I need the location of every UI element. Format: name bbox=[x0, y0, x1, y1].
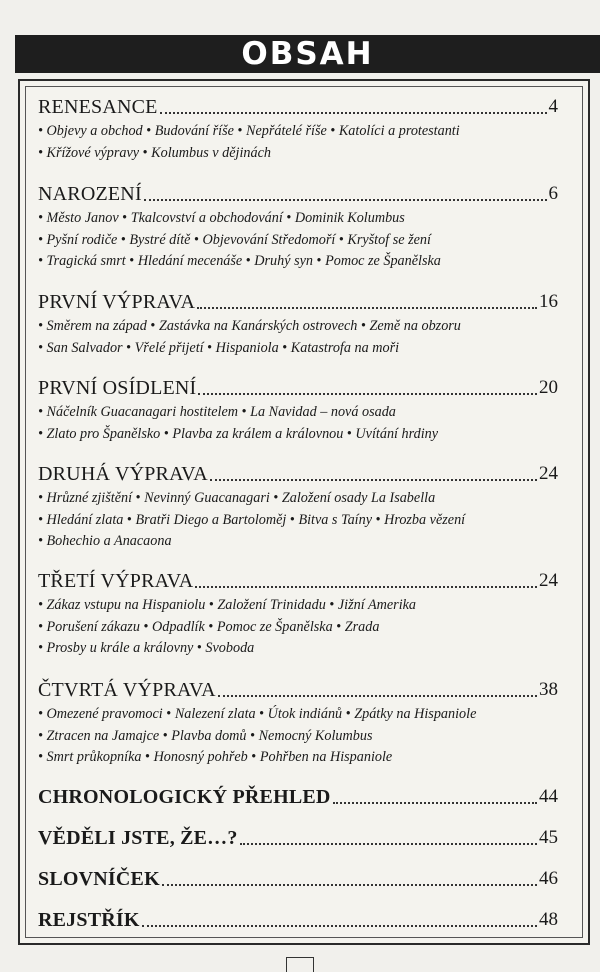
leader-dots bbox=[197, 306, 537, 309]
subtopic-line: • Hrůzné zjištění• Nevinný Guacanagari• Založení osady La Isabella bbox=[38, 488, 558, 510]
subtopic-line: • Omezené pravomoci• Nalezení zlata• Útok indiánů• Zpátky na Hispaniole bbox=[38, 704, 558, 726]
subtopic-line: • Objevy a obchod• Budování říše• Nepřátelé říše• Katolíci a protestanti bbox=[38, 121, 558, 143]
section-heading[interactable]: RENESANCE bbox=[38, 96, 158, 118]
toc-section-treti-vyprava[interactable] bbox=[38, 567, 558, 660]
section-heading[interactable]: TŘETÍ VÝPRAVA bbox=[38, 570, 194, 592]
entry-heading[interactable]: VĚDĚLI JSTE, ŽE…? bbox=[38, 827, 238, 849]
section-page: 16 bbox=[539, 291, 558, 312]
entry-heading[interactable]: CHRONOLOGICKÝ PŘEHLED bbox=[38, 786, 331, 808]
subtopic-line: • Tragická smrt• Hledání mecenáše• Druhý syn• Pomoc ze Španělska bbox=[38, 251, 558, 273]
entry-page: 48 bbox=[539, 909, 558, 930]
section-heading[interactable]: NAROZENÍ bbox=[38, 183, 142, 205]
page-number-tab bbox=[286, 957, 314, 972]
subtopics bbox=[38, 595, 558, 660]
leader-dots bbox=[333, 801, 537, 804]
subtopic-line: • Zlato pro Španělsko• Plavba za králem a královnou• Uvítání hrdiny bbox=[38, 424, 558, 446]
section-heading[interactable]: PRVNÍ VÝPRAVA bbox=[38, 291, 196, 313]
toc-section-ctvrta-vyprava[interactable] bbox=[38, 676, 558, 769]
subtopic-line: • Hledání zlata• Bratři Diego a Bartoloměj• Bitva s Taíny• Hrozba vězení bbox=[38, 510, 558, 532]
entry-heading[interactable]: REJSTŘÍK bbox=[38, 909, 140, 931]
toc-entry-chronologie[interactable] bbox=[38, 783, 558, 809]
entry-page: 45 bbox=[539, 827, 558, 848]
subtopics bbox=[38, 704, 558, 769]
toc-entry-slovnicek[interactable] bbox=[38, 865, 558, 891]
toc-section-narozeni[interactable] bbox=[38, 180, 558, 273]
subtopic-line: • Porušení zákazu• Odpadlík• Pomoc ze Španělska• Zrada bbox=[38, 617, 558, 639]
entry-heading[interactable]: SLOVNÍČEK bbox=[38, 868, 160, 890]
leader-dots bbox=[218, 694, 537, 697]
leader-dots bbox=[160, 111, 547, 114]
entry-page: 44 bbox=[539, 786, 558, 807]
subtopics bbox=[38, 121, 558, 164]
toc-section-prvni-vyprava[interactable] bbox=[38, 288, 558, 359]
toc-section-prvni-osidleni[interactable] bbox=[38, 374, 558, 445]
toc-section-druha-vyprava[interactable] bbox=[38, 460, 558, 553]
toc-entry-vedeli-jste[interactable] bbox=[38, 824, 558, 850]
leader-dots bbox=[198, 392, 537, 395]
section-heading[interactable]: ČTVRTÁ VÝPRAVA bbox=[38, 679, 216, 701]
subtopic-line: • Směrem na západ• Zastávka na Kanárských ostrovech• Země na obzoru bbox=[38, 316, 558, 338]
leader-dots bbox=[210, 478, 537, 481]
title-banner bbox=[15, 35, 600, 73]
section-heading[interactable]: DRUHÁ VÝPRAVA bbox=[38, 463, 208, 485]
subtopic-line: • Bohechio a Anacaona bbox=[38, 533, 172, 549]
section-page: 24 bbox=[539, 463, 558, 484]
subtopic-line: • San Salvador• Vřelé přijetí• Hispaniola• Katastrofa na moři bbox=[38, 338, 558, 360]
section-heading[interactable]: PRVNÍ OSÍDLENÍ bbox=[38, 377, 197, 399]
section-page: 20 bbox=[539, 377, 558, 398]
subtopic-line: • Křížové výpravy• Kolumbus v dějinách bbox=[38, 143, 558, 165]
subtopic-line: • Město Janov• Tkalcovství a obchodování• Dominik Kolumbus bbox=[38, 208, 558, 230]
subtopic-line: • Zákaz vstupu na Hispaniolu• Založení Trinidadu• Jižní Amerika bbox=[38, 595, 558, 617]
section-page: 6 bbox=[548, 183, 558, 204]
section-page: 4 bbox=[548, 96, 558, 117]
subtopics bbox=[38, 488, 558, 553]
leader-dots bbox=[240, 842, 537, 845]
section-page: 24 bbox=[539, 570, 558, 591]
leader-dots bbox=[142, 924, 537, 927]
subtopic-line: • Náčelník Guacanagari hostitelem• La Navidad – nová osada bbox=[38, 402, 558, 424]
subtopic-line: • Pyšní rodiče• Bystré dítě• Objevování Středomoří• Kryštof se žení bbox=[38, 230, 558, 252]
subtopics bbox=[38, 316, 558, 359]
subtopic-line: • Smrt průkopníka• Honosný pohřeb• Pohřben na Hispaniole bbox=[38, 747, 558, 769]
subtopic-line: • Prosby u krále a královny• Svoboda bbox=[38, 638, 558, 660]
page-title: OBSAH bbox=[241, 36, 374, 72]
subtopics bbox=[38, 402, 558, 445]
toc-entry-rejstrik[interactable] bbox=[38, 906, 558, 932]
subtopic-line: • Ztracen na Jamajce• Plavba domů• Nemocný Kolumbus bbox=[38, 726, 558, 748]
entry-page: 46 bbox=[539, 868, 558, 889]
section-page: 38 bbox=[539, 679, 558, 700]
subtopics bbox=[38, 208, 558, 273]
leader-dots bbox=[144, 198, 547, 201]
leader-dots bbox=[195, 585, 537, 588]
toc-section-renesance[interactable] bbox=[38, 93, 558, 164]
leader-dots bbox=[162, 883, 537, 886]
